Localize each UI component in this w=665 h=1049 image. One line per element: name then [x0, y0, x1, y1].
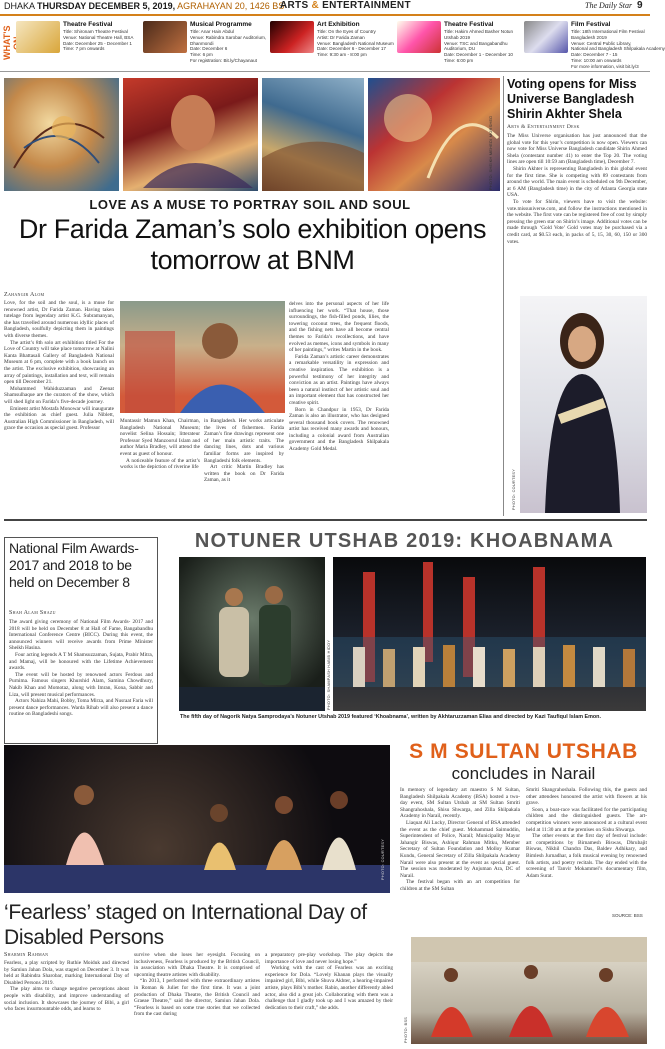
fearless-byline: Sharmin Rahman: [4, 952, 49, 958]
event-listing: Theatre Festival Title: Hakim Ahmed Basher Notun Utshab 2019 Venue: TSC and Bangabandhu Auditorium, DU Date: December 1 - December 10 Time: 6:00 pm: [397, 17, 521, 69]
farida-portrait-photo: [120, 301, 285, 413]
notun-caption: The fifth day of Nagorik Natya Samprodaya’s Notuner Utshab 2019 featured ‘Khoabnama’, written by Akhtaruzzaman Elias and directed by Kazi Taufiqul Islam Emon.: [180, 714, 601, 720]
photo-credit: PHOTO: SHAMPASH HABIB HIDOY: [327, 639, 331, 710]
paper-logo: The Daily Star: [585, 1, 633, 10]
artwork-landscape: [262, 78, 364, 191]
farida-col-2: Muntassir Mamun Khan, Chairman, Bangladesh National Museum; novelist Selina Hossain; litterateur Professor Syed Manzoorul Islam and author Maria Bradley, will attend the event as guest of honour. A noticeable feature of the artist’s works is the depiction of riverine life: [120, 418, 200, 471]
artwork-figure-painting: [123, 78, 258, 191]
photo-credit: PHOTO: COURTESY: [512, 468, 516, 510]
event-thumbnail: [16, 21, 60, 53]
section-rule: [4, 519, 647, 521]
nfa-headline: National Film Awards- 2017 and 2018 to be held on December 8: [9, 540, 139, 590]
notun-photo-2: [333, 557, 646, 711]
fearless-col-1: Fearless, a play scripted by Ruthie Moiduk and directed by Samiun Jahan Dola, was staged on December 3. It was held at Rabindra Sharobar, marking International Day of Disabled Persons 2019. The play aims to change negative perceptions about people with disability, and improve understanding of social inclusion. It showcases the journey of Bibi, a girl who faces insurmountable odds, and learns to: [4, 960, 129, 1013]
farida-kicker: LOVE AS A MUSE TO PORTRAY SOIL AND SOUL: [89, 197, 411, 212]
farida-col-1: Love, for the soil and the soul, is a muse for renowned artist, Dr Farida Zaman. Having taken tutelage from legendary artist K.G. Subramanyan, she has travelled around numerous idyllic places of Bangladesh, soulfully depicting them in paintings with diverse themes. The artist’s 8th solo art exhibition titled For the Love of Country will take place tomorrow at Nalini Kanta Bhattasali Gallery of Bangladesh National Museum at 6 pm, complete with a book launch on the artist. The exclusive exhibition, showcasing an array of paintings, installation and text, will remain open till December 21. Mohammed Wahiduzzaman and Zeenat Shamsulhaque are the curators of the show, which will shed light on Farida’s five-decade journey. Eminent artist Mostafa Monowar will inaugurate the exhibition as chief guest. Julia Niblett, Australian High Commissioner in Bangladesh, will grace the occasion as special guest. Professor: [4, 300, 114, 432]
event-title: Theatre Festival: [63, 21, 113, 28]
nfa-body: The award giving ceremony of National Film Awards- 2017 and 2018 will be held on December 8 at Hall of Fame, Bangabandhu International Conference Centre (BICC). During this event, the announced winners will receive awards from Prime Minister Sheikh Hasina. Four acting legends A T M Shamsuzzaman, Sujata, Prabir Mitra, and Mamaj, will be honoured with the Lifetime Achievement awards. The event will be hosted by renowned actors Ferdous and Purnima. Famous singers Khurshid Alam, Samina Chowdhury, Nakib Khan and Momotaz, along with Imran, Kona, Sabbir and Liza, will present musical performances. Actors Nahiza Mahi, Bobby, Toma Mirza, and Nusraat Faria will present dance performances. Warda Rihab will also present a dance routine on Bangladeshi songs.: [9, 619, 153, 718]
event-thumbnail: [397, 21, 441, 53]
page-number: 9: [637, 0, 643, 11]
farida-col-4: delves into the personal aspects of her life influencing her work. “That house, those surroundings, the fish-filled ponds, lilies, the towering coconut trees, the frequent floods, and the fishing nets have all become central themes to Farida’s recollections, and have evolved as memes, icons and symbols in many of her paintings,” writes Martin in the book. Farida Zaman’s artistic career demonstrates a remarkable versatility in expression and creative inspiration. The exhibition is a powerful testimony of her integrity and conviction as an artist. Paintings have always been a natural instinct of her artistic soul and an important element that has constructed her creative spirit. Born in Chandpur in 1953, Dr Farida Zaman is also an illustrator, who has designed several thousand book covers. The renowned artist has received many awards and honours, including a colonial award from Australian government and the Bangladesh Shilpakala Academy Gold Medal.: [289, 301, 389, 453]
miss-byline: Arts & Entertainment Desk: [507, 124, 580, 130]
artwork-photo: [368, 78, 500, 191]
artwork-photo: [123, 78, 258, 191]
contestant-photo: [520, 296, 647, 513]
farida-col-3: in Bangladesh. Her works articulate the lives of fishermen. Farida Zaman’s fine drawings represent one of her main artistic traits. The dancing lines, dots and various familiar forms are inspired by Bangladeshi folk elements. Art critic Martin Bradley has written the book on Dr Farida Zaman, as it: [204, 418, 284, 484]
sultan-source: SOURCE: BSS: [612, 913, 643, 918]
photo-credit: PHOTO: COURTESY: [381, 838, 385, 880]
miss-body: The Miss Universe organisation has just announced that the global vote for this year’s competition is now open. Viewers can now vote for Miss Universe Bangladesh candidate Shirin Ahmed Shela (contestant number 41) to enter the Top 20. The voting lines are open till 10:59 am (Bangladesh time), December 7. Shirin Akhter is representing Bangladesh in this global event for the first time. She is competing with 89 contestants from around the world. The main event is scheduled on 9th December, at 6 AM (Bangladesh time) in the city of Atlanta Georgia state USA. To vote for Shirin, viewers have to visit the website: vote.missuniverse.com, and follow the instructions mentioned in the website. The first vote can be registered free of cost by simply pressing the green star on Shirin’s image. Additional votes can be made through ‘Gold Vote’ Gold votes may be purchased via a credit card, at $0.53 each, in packs of 5, 15, 30, 60, 150 or 300 votes.: [507, 133, 647, 245]
ensemble-stage-photo: [333, 557, 646, 711]
fearless-headline: ‘Fearless’ staged on International Day of Disabled Persons: [4, 901, 367, 949]
whats-on-label: WHAT'S: [2, 25, 12, 61]
artwork-photo: [4, 78, 119, 191]
artwork-abstract: [368, 78, 500, 191]
actors-stage-photo: [179, 557, 325, 711]
notun-photo-1: [179, 557, 325, 711]
farida-byline: Zahangir Alom: [4, 292, 45, 298]
event-listing: Film Festival Title: 18th International Film Festival Bangladesh 2019 Venue: Central Public Library, National and Bangladesh Shilpakala Academy Date: December 7 - 15 Time: 10:00 am onwards For more information, visit bit.ly/3: [524, 17, 648, 69]
event-listing: Art Exhibition Title: On the Eyes of Country Artist: Dr Farida Zaman Venue: Bangladesh National Museum Date: December 6 - December 17 Time: 9:30 am - 8:00 pm: [270, 17, 394, 69]
sultan-photo: [411, 937, 647, 1044]
event-thumbnail: [270, 21, 314, 53]
sultan-subtitle: concludes in Narail: [451, 764, 596, 783]
sultan-col-1: In memory of legendary art maestro S M Sultan, Bangladesh Shilpakala Academy (BSA) hosted a two-day event, SM Sultan Utshab at SM Sultan Smriti Shangrahoshala, Shisu Shwarga, and Zilla Shilpakala Academy in Narail, recently. Liaquat Ali Lucky, Director General of BSA attended the event as the chief guest. Mohammad Saimuddin, Superintendent of Police, Narail; Municipality Mayor Jahangir Biswas, Ashiqur Rahman Mitku, Member Secretary of Sultan Foundation and Molloy Kumar Kundu, General Secretary of Zilla Shilpakala Academy Narail were also present at the event as special guest. The session was moderated by Anjuman Ara, DC of Narail. The festival began with an art competition for children at the SM Sultan: [400, 787, 520, 892]
masthead-date: DHAKA THURSDAY DECEMBER 5, 2019, AGRAHAYAN 20, 1426 BS: [4, 1, 285, 11]
dancers-photo: [411, 937, 647, 1044]
photo-credit: PHOTO: SHEIKH MEHEDI MORSHED: [489, 115, 493, 190]
section-title: ARTS & ENTERTAINMENT: [280, 0, 411, 11]
event-title: Theatre Festival: [444, 21, 494, 28]
fearless-photo: [4, 745, 390, 893]
artwork-fish-drawing: [4, 78, 119, 191]
sultan-title: S M SULTAN UTSHAB: [409, 740, 638, 763]
event-listing: Musical Programme Title: Anar Hain Abdul Venue: Rabindra Sarobar Auditorium, Dhanmondi Date: December 6 Time: 6 pm For registration: Bit.ly/Chayanaut: [143, 17, 267, 69]
event-thumbnail: [524, 21, 568, 53]
event-thumbnail: [143, 21, 187, 53]
fearless-stage-photo: [4, 745, 390, 893]
miss-photo: [520, 296, 647, 513]
artwork-photo: [262, 78, 364, 191]
masthead: [0, 0, 650, 13]
fearless-col-3: a preparatory pre-play workshop. The play depicts the importance of love and never losing hope.” Working with the cast of Fearless was an exciting experience for Dola. “Lovely Khanan plays the visually impaired girl, Bibi, while Shuva Akhter, a hearing-impaired artiste, plays Bibi’s mother. Rabin, another differently abled actor, also did a great job. Collaborating with them was a challenge that I gladly took up and I was amazed by their dedication to their craft,” she adds.: [265, 952, 393, 1011]
sultan-heading: [400, 740, 647, 784]
farida-headline: Dr Farida Zaman’s solo exhibition opens tomorrow at BNM: [18, 214, 487, 275]
event-title: Art Exhibition: [317, 21, 360, 28]
nfa-byline: Shah Alam Shazu: [9, 610, 56, 616]
fearless-col-2: survive when she loses her eyesight. Focusing on inclusiveness, Fearless is produced by the British Council, in association with Dhaka Theatre. It is comprised of upcoming theatre artistes with disability. “In 2013, I performed with three extraordinary artistes in Roman & Juliet for the first time. It was a joint production of Dhaka Theatre, the British Council and Graeae Theatre,” said the director, Samiun Jahan Dola. “Fearless is based on some true stories that we collected from the cast during: [134, 952, 260, 1018]
photo-credit: PHOTO: BSS: [404, 1016, 408, 1043]
artist-portrait: [120, 301, 285, 413]
miss-headline: Voting opens for Miss Universe Bangladesh Shirin Akhter Shela: [507, 77, 637, 121]
notun-headline: NOTUNER UTSHAB 2019: KHOABNAMA: [194, 530, 615, 552]
event-title: Film Festival: [571, 21, 611, 28]
column-rule: [503, 76, 504, 516]
event-title: Musical Programme: [190, 21, 252, 28]
event-listing: Theatre Festival Title: Shironam Theatre Festival Venue: National Theatre Hall, BSA Date: December 25 - December 1 Time: 7 pm onwards: [16, 17, 140, 69]
sultan-col-2: Smriti Shangrahoshala. Following this, the guests and other attendees honoured the artist with flowers at his grave. Soon, a boat-race was facilitated for the participating children and the distinguished guests. The art-competition winners were announced at a cultural event held at 11:30 am at the premises on Sishu Shwarga. The other events at the first day of festival include: art competitions by Birnamesh Biswas, Dhrubajit Biswas, Nikhil Chandra Das, Baldev Adhikary, and Bimlesh Jurnadhar, a folk musical evening by renowned folk artists, and poetry recitals. The day ended with the screening of Tanvir Mokammel’s documentary film, Adam Surat.: [526, 787, 647, 879]
